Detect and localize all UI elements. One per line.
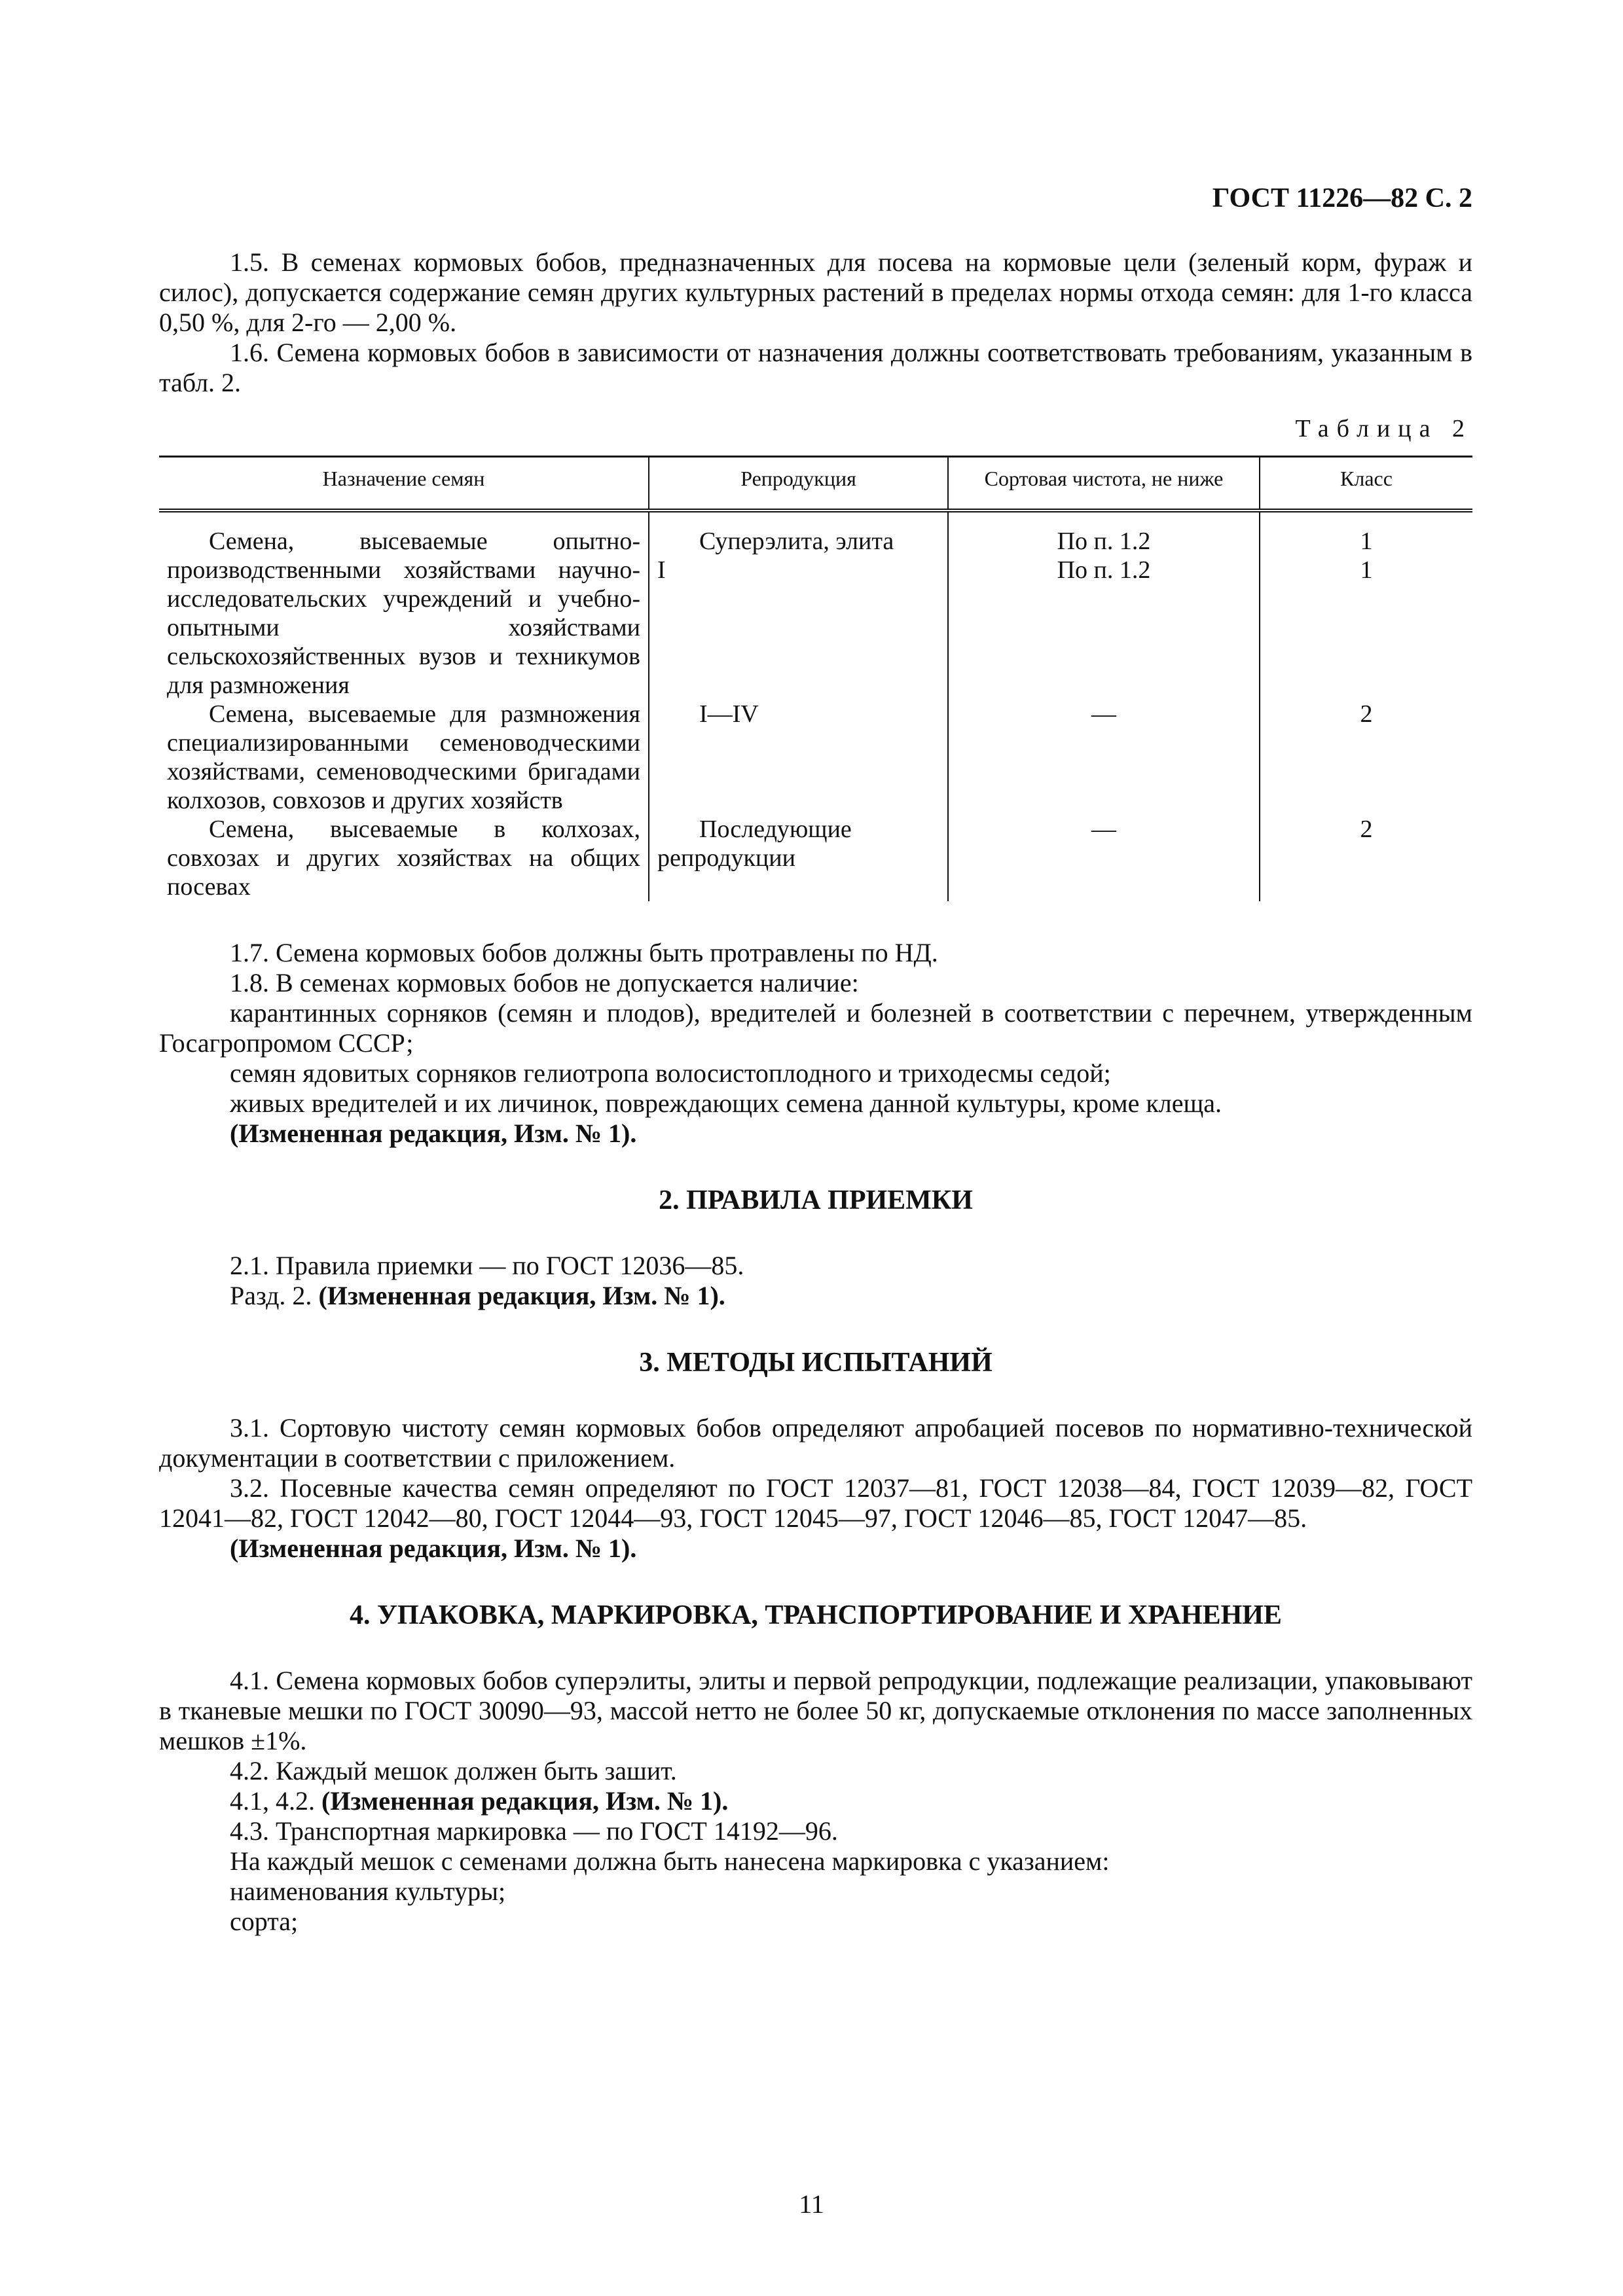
cell-purity (948, 511, 1260, 700)
paragraph-1-6: 1.6. Семена кормовых бобов в зависимости от назначения должны соответствовать требованиям, указанным в табл. 2. (159, 338, 1472, 397)
paragraph-1-7: 1.7. Семена кормовых бобов должны быть протравлены по НД. (230, 938, 938, 967)
cell-purpose: Семена, высеваемые опытно-производственными хозяйствами научно-исследовательских учреждений и учебно-опытными хозяйствами сельскохозяйственных вузов и техникумов для размножения (167, 528, 640, 699)
table-row (159, 700, 1472, 815)
cell-reproduction-line: I (657, 556, 666, 584)
paragraph-3-2: 3.2. Посевные качества семян определяют по ГОСТ 12037—81, ГОСТ 12038—84, ГОСТ 12039—82, ГОСТ 12041—82, ГОСТ 12042—80, ГОСТ 12044—93, ГОСТ 12045—97, ГОСТ 12046—85, ГОСТ 12047—85. (159, 1473, 1472, 1533)
cell-purity: — (948, 815, 1260, 901)
paragraph-4-1: 4.1. Семена кормовых бобов суперэлиты, элиты и первой репродукции, подлежащие реализации, упаковывают в тканевые мешки по ГОСТ 30090—93, массой нетто не более 50 кг, допускаемые отклонения по массе заполненных мешков ±1%. (159, 1666, 1472, 1755)
column-header-class: Класс (1260, 457, 1472, 511)
paragraph-1-5: 1.5. В семенах кормовых бобов, предназначенных для посева на кормовые цели (зеленый корм, фураж и силос), допускается содержание семян других культурных растений в пределах нормы отхода семян: для 1-го класса 0,50 %, для 2-го — 2,00 %. (159, 247, 1472, 337)
amendment-note (159, 1119, 1472, 1149)
amendment-text: (Измененная редакция, Изм. № 1). (318, 1281, 725, 1310)
cell-purity-line: По п. 1.2 (1057, 528, 1151, 555)
column-header-reproduction: Репродукция (649, 457, 948, 511)
cell-class (1260, 511, 1472, 700)
paragraph-2-1: 2.1. Правила приемки — по ГОСТ 12036—85. (230, 1251, 744, 1280)
paragraph-1-8-item: живых вредителей и их личинок, повреждающих семена данной культуры, кроме клеща. (230, 1088, 1222, 1118)
paragraph-1-8-item: семян ядовитых сорняков гелиотропа волосистоплодного и триходесмы седой; (230, 1058, 1111, 1088)
paragraph-3-1: 3.1. Сортовую чистоту семян кормовых бобов определяют апробацией посевов по нормативно-технической документации в соответствии с приложением. (159, 1413, 1472, 1473)
column-header-purpose: Назначение семян (159, 457, 649, 511)
cell-reproduction: Последующие репродукции (649, 815, 948, 901)
cell-class-line: 1 (1360, 528, 1373, 555)
amendment-prefix: 4.1, 4.2. (230, 1786, 315, 1816)
amendment-note (159, 1786, 1472, 1816)
section-2-title: 2. ПРАВИЛА ПРИЕМКИ (659, 1185, 973, 1215)
amendment-text: (Измененная редакция, Изм. № 1). (321, 1786, 729, 1816)
table-row (159, 815, 1472, 901)
cell-reproduction-line: Суперэлита, элита (699, 528, 894, 555)
section-4-title: 4. УПАКОВКА, МАРКИРОВКА, ТРАНСПОРТИРОВАНИЕ И ХРАНЕНИЕ (350, 1600, 1282, 1630)
amendment-prefix: Разд. 2. (230, 1281, 312, 1310)
paragraph-4-3-item: сорта; (230, 1907, 299, 1936)
cell-purity-line: По п. 1.2 (1057, 556, 1151, 584)
cell-purity: — (948, 700, 1260, 815)
paragraph-1-8-item: карантинных сорняков (семян и плодов), вредителей и болезней в соответствии с перечнем, утвержденным Госагропромом СССР; (159, 998, 1472, 1058)
cell-reproduction: I—IV (649, 700, 948, 815)
cell-class: 2 (1260, 700, 1472, 815)
amendment-text: (Измененная редакция, Изм. № 1). (230, 1534, 637, 1563)
cell-class-line: 1 (1360, 556, 1373, 584)
paragraph-4-2: 4.2. Каждый мешок должен быть зашит. (230, 1756, 677, 1785)
table-caption: Таблица 2 (1295, 415, 1472, 442)
section-3-title: 3. МЕТОДЫ ИСПЫТАНИЙ (639, 1348, 993, 1378)
amendment-text: (Измененная редакция, Изм. № 1). (230, 1119, 637, 1148)
amendment-note (159, 1534, 1472, 1564)
table-header-row (159, 457, 1472, 511)
page-header: ГОСТ 11226—82 С. 2 (1212, 183, 1472, 213)
page-number: 11 (799, 2189, 824, 2219)
cell-purpose: Семена, высеваемые в колхозах, совхозах и других хозяйствах на общих посевах (167, 816, 640, 901)
table-row (159, 511, 1472, 700)
paragraph-4-3-item: наименования культуры; (230, 1876, 506, 1906)
paragraph-4-3: 4.3. Транспортная маркировка — по ГОСТ 14192—96. (230, 1816, 838, 1846)
paragraph-1-8: 1.8. В семенах кормовых бобов не допускается наличие: (230, 968, 859, 997)
seed-requirements-table (159, 456, 1472, 901)
amendment-note (159, 1281, 1472, 1311)
cell-reproduction (649, 511, 948, 700)
column-header-purity: Сортовая чистота, не ниже (948, 457, 1260, 511)
cell-class: 2 (1260, 815, 1472, 901)
paragraph-4-3-item: На каждый мешок с семенами должна быть нанесена маркировка с указанием: (230, 1846, 1110, 1876)
cell-purpose: Семена, высеваемые для размножения специализированными семеноводческими хозяйствами, семеноводческими бригадами колхозов, совхозов и других хозяйств (167, 700, 640, 814)
